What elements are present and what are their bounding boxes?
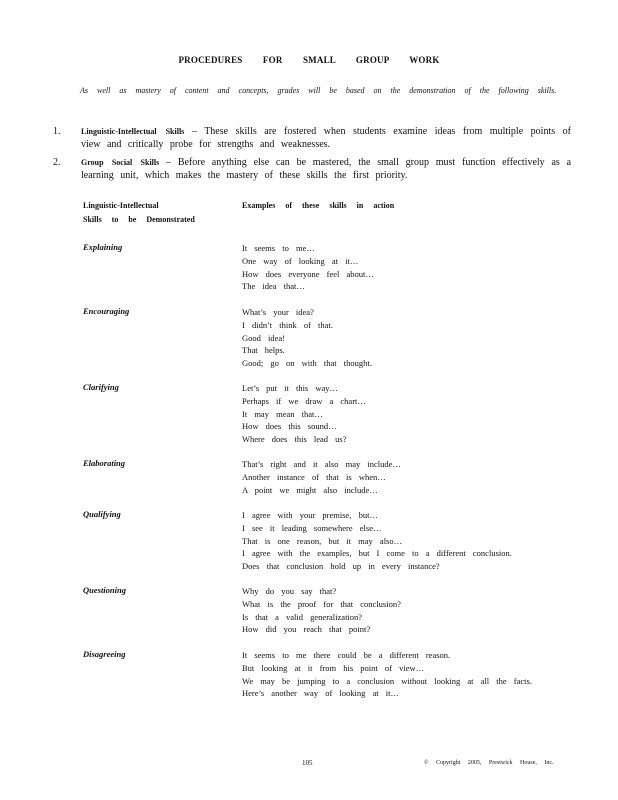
example-line: Let’s put it this way… [242,383,339,393]
page-title: PROCEDURES FOR SMALL GROUP WORK [178,55,440,65]
example-line: One way of looking at it… [242,255,359,266]
item-text: – Before anything else can be mastered, the small group must function effectively as a learning unit, which makes the mastery of these skills the first priority. [81,157,572,181]
example-line: Perhaps if we draw a chart… [242,395,366,406]
example-line: It may mean that… [242,408,323,419]
example-line: The idea that… [242,281,305,292]
item-body [81,126,571,151]
skill-examples [242,509,582,573]
example-line: I agree with your premise, but… [242,510,378,520]
example-line: That helps. [242,345,285,356]
item-body [81,157,571,182]
example-line: But looking at it from his point of view… [242,662,425,673]
item-lead: Group Social Skills [81,158,160,167]
item-number: 2. [53,157,61,168]
example-line: How did you reach that point? [242,624,371,635]
item-number: 1. [53,126,61,137]
column-header-line: Linguistic-Intellectual [83,201,159,210]
example-line: What’s your idea? [242,307,314,317]
example-line: How does this sound… [242,421,337,432]
item-text: – These skills are fostered when students examine ideas from multiple points of view and critically probe for strengths and weaknesses. [81,126,571,150]
example-line: What is the proof for that conclusion? [242,598,401,609]
example-line: Good idea! [242,332,286,343]
example-line: I didn’t think of that. [242,319,333,330]
example-line: Does that conclusion hold up in every instance? [242,561,440,572]
example-line: How does everyone feel about… [242,268,374,279]
example-line: Another instance of that is when… [242,471,386,482]
intro-paragraph: As well as mastery of content and concepts, grades will be based on the demonstration of the following skills. [80,86,557,95]
skill-examples [242,458,582,496]
example-line: It seems to me… [242,243,315,253]
example-line: I agree with the examples, but I come to a different conclusion. [242,548,512,559]
example-line: Here’s another way of looking at it… [242,688,399,699]
example-line: A point we might also include… [242,484,378,495]
skill-examples [242,382,582,446]
example-line: Good; go on with that thought. [242,358,372,369]
column-header-skills [83,199,233,227]
example-line: That’s right and it also may include… [242,459,401,469]
example-line: Is that a valid generalization? [242,611,363,622]
example-line: Where does this lead us? [242,434,347,445]
skill-name: Encouraging [83,306,130,316]
example-line: That is one reason, but it may also… [242,535,403,546]
example-line: Why do you say that? [242,586,337,596]
skill-name: Clarifying [83,382,119,392]
example-line: I see it leading somewhere else… [242,522,382,533]
skill-examples [242,242,582,293]
skill-name: Questioning [83,585,126,595]
page-number: 105 [302,759,313,767]
skill-name: Qualifying [83,509,121,519]
skill-examples [242,585,582,636]
column-header-examples: Examples of these skills in action [242,201,395,210]
skill-name: Disagreeing [83,649,126,659]
copyright-notice: © Copyright 2005, Prestwick House, Inc. [424,760,554,766]
column-header-line: Skills to be Demonstrated [83,215,195,224]
example-line: It seems to me there could be a different reason. [242,650,451,660]
example-line: We may be jumping to a conclusion without looking at all the facts. [242,675,532,686]
skill-examples [242,306,582,370]
skill-name: Elaborating [83,458,126,468]
skill-name: Explaining [83,242,123,252]
item-lead: Linguistic-Intellectual Skills [81,127,185,136]
skill-examples [242,649,582,700]
